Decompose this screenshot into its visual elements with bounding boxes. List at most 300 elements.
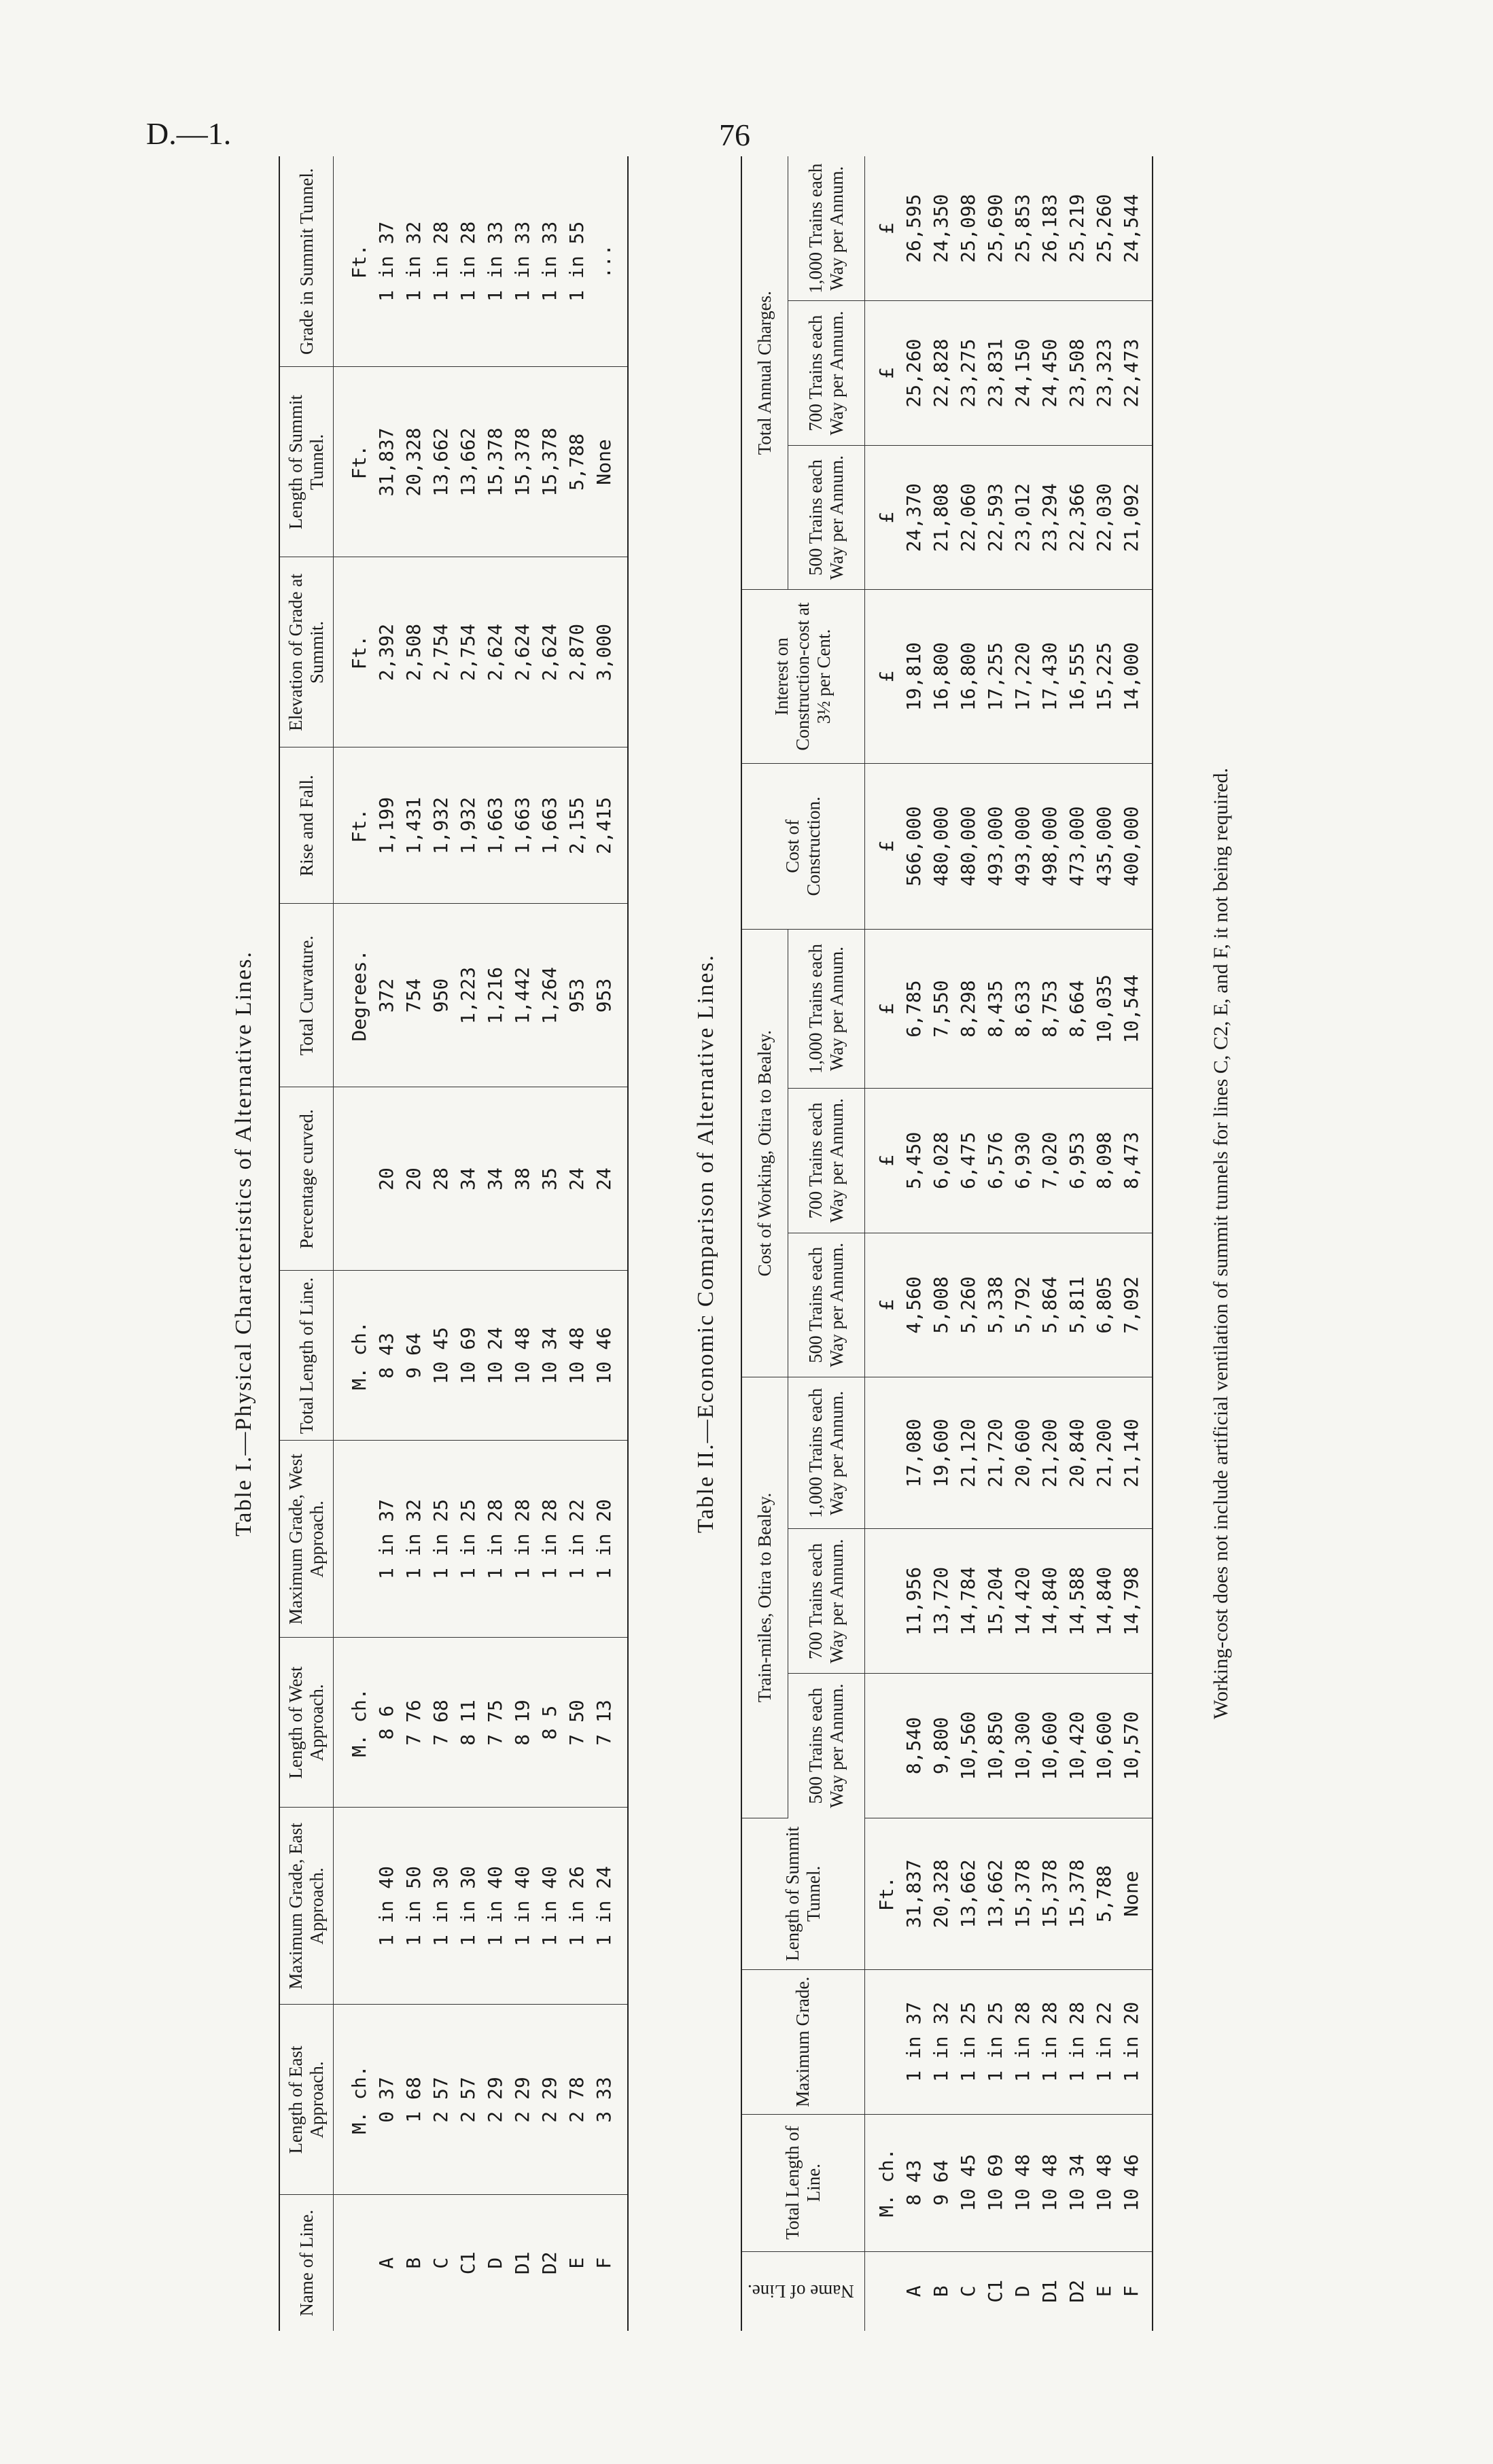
- table2-cell-b-value: 16,800: [929, 641, 952, 711]
- t2-col-wc-700: [864, 1089, 1153, 1233]
- t2-col-construction: [864, 763, 1153, 930]
- table1-cell-d1-value: 1 in 28: [511, 1499, 534, 1580]
- table2-cell-b-value: 7,550: [929, 980, 952, 1038]
- table2-cell-e-value: 21,200: [1092, 1418, 1115, 1488]
- table1-cell-e-value: 7 50: [565, 1700, 589, 1746]
- unit-spacer: [873, 1680, 900, 1811]
- table2-cell-f-value: 14,798: [1119, 1566, 1142, 1636]
- t2-h-wc-500: 500 Trains each Way per Annum.: [788, 1233, 864, 1377]
- table2-cell-d-value: 5,792: [1011, 1276, 1034, 1334]
- table2-cell-d2-value: 10 34: [1065, 2153, 1088, 2212]
- unit-spacer: [873, 1977, 900, 2107]
- t1-h-percent: Percentage curved.: [279, 1087, 334, 1271]
- table1-cell-b-value: B: [402, 2257, 425, 2269]
- table2-cell-d2-value: 15,378: [1065, 1859, 1088, 1929]
- t2-h-tm-700: 700 Trains each Way per Annum.: [788, 1529, 864, 1674]
- table1: [279, 156, 629, 2331]
- unit-label: Ft.: [348, 635, 371, 670]
- table2-cell-d1-value: 1 in 28: [1038, 2001, 1061, 2082]
- t1-col-curvature: [334, 904, 629, 1087]
- table2-cell-f-value: 22,473: [1119, 338, 1142, 408]
- table1-cell-d2-value: 1 in 40: [538, 1866, 561, 1947]
- table2-cell-c1-value: 22,593: [983, 483, 1006, 552]
- table2-cell-c1-value: 6,576: [983, 1131, 1006, 1189]
- table1-cell-e-value: 5,788: [565, 433, 589, 491]
- table2-cell-d2-value: 10,420: [1065, 1711, 1088, 1780]
- table2-cell-d1-value: 23,294: [1038, 483, 1061, 552]
- table2-cell-d2-value: 5,811: [1065, 1276, 1088, 1334]
- table1-cell-c-value: 13,662: [429, 427, 453, 497]
- table2-cell-f-value: 14,000: [1119, 641, 1142, 711]
- table2-cell-d1-value: 7,020: [1038, 1131, 1061, 1189]
- table2-cell-b-value: 24,350: [929, 194, 952, 263]
- table2-cell-d-value: 25,853: [1011, 194, 1034, 263]
- table1-cell-a-value: 20: [375, 1167, 398, 1191]
- table1-cell-d-value: D: [484, 2257, 507, 2269]
- table2-cell-c-value: 25,098: [956, 194, 979, 263]
- unit-label: Ft.: [348, 244, 371, 279]
- table2-cell-d1-value: 15,378: [1038, 1859, 1061, 1929]
- table1-cell-e-value: 24: [565, 1167, 589, 1191]
- table2-cell-c1-value: 23,831: [983, 338, 1006, 408]
- t1-col-name: [334, 2195, 629, 2331]
- t2-h-working-cost: Cost of Working, Otira to Bealey.: [741, 930, 788, 1377]
- table1-cell-d2-value: 15,378: [538, 427, 561, 497]
- table2-cell-d2-value: 1 in 28: [1065, 2001, 1088, 2082]
- unit-label: £: [875, 512, 898, 524]
- table2-cell-d2-value: 6,953: [1065, 1131, 1088, 1189]
- table1-cell-e-value: 2,155: [565, 796, 589, 855]
- table1-cell-a-value: 0 37: [375, 2077, 398, 2123]
- table1-cell-a-value: 8 6: [375, 1705, 398, 1740]
- t2-h-max-grade: Maximum Grade.: [741, 1969, 864, 2114]
- unit-spacer: [346, 1448, 373, 1631]
- table1-cell-b-value: 9 64: [402, 1333, 425, 1379]
- table2-cell-f-value: 8,473: [1119, 1131, 1142, 1189]
- table2-cell-b-value: 19,600: [929, 1418, 952, 1488]
- table2-cell-a-value: A: [902, 2285, 925, 2298]
- table2-cell-d-value: 17,220: [1011, 641, 1034, 711]
- table2-cell-d-value: 15,378: [1011, 1859, 1034, 1929]
- table1-cell-d1-value: 1 in 40: [511, 1866, 534, 1947]
- table1-cell-d1-value: 15,378: [511, 427, 534, 497]
- table2-cell-d1-value: 498,000: [1038, 806, 1061, 887]
- table1-cell-d1-value: 1,442: [511, 966, 534, 1025]
- unit-label: M. ch.: [348, 1321, 371, 1390]
- table2-cell-c1-value: C1: [983, 2279, 1006, 2303]
- table2-cell-b-value: 5,008: [929, 1276, 952, 1334]
- t2-h-construction: Cost of Construction.: [741, 763, 864, 930]
- table1-cell-b-value: 2,508: [402, 623, 425, 682]
- table1-cell-a-value: 1 in 40: [375, 1866, 398, 1947]
- table2-cell-c-value: 1 in 25: [956, 2001, 979, 2082]
- unit-label: Degrees.: [348, 949, 371, 1042]
- table2-cell-d-value: 23,012: [1011, 483, 1034, 552]
- table2-cell-a-value: 25,260: [902, 338, 925, 408]
- table1-cell-d-value: 7 75: [484, 1700, 507, 1746]
- table2-cell-d1-value: 17,430: [1038, 641, 1061, 711]
- table1-cell-b-value: 754: [402, 978, 425, 1013]
- t1-h-east-grade: Maximum Grade, East Approach.: [279, 1808, 334, 2005]
- table1-cell-d-value: 2 29: [484, 2077, 507, 2123]
- table1-cell-d-value: 15,378: [484, 427, 507, 497]
- t1-h-west-len: Length of West Approach.: [279, 1638, 334, 1808]
- t1-h-tunnel-len: Length of Summit Tunnel.: [279, 367, 334, 557]
- t2-col-wc-1000: [864, 930, 1153, 1089]
- t1-h-elevation: Elevation of Grade at Summit.: [279, 557, 334, 747]
- table2: [741, 156, 1153, 2331]
- table2-cell-b-value: 9,800: [929, 1717, 952, 1775]
- unit-spacer: [873, 1536, 900, 1667]
- t2-h-ac-500: 500 Trains each Way per Annum.: [788, 445, 864, 590]
- table1-cell-d2-value: D2: [538, 2251, 561, 2275]
- table1-cell-a-value: 2,392: [375, 623, 398, 682]
- t1-h-curvature: Total Curvature.: [279, 904, 334, 1087]
- table2-cell-e-value: 10,035: [1092, 974, 1115, 1044]
- t2-h-wc-700: 700 Trains each Way per Annum.: [788, 1089, 864, 1233]
- table1-cell-b-value: 1 68: [402, 2077, 425, 2123]
- table1-cell-d1-value: 8 19: [511, 1700, 534, 1746]
- table1-cell-e-value: 2,870: [565, 623, 589, 682]
- table1-cell-e-value: 2 78: [565, 2077, 589, 2123]
- t2-h-total-len: Total Length of Line.: [741, 2114, 864, 2251]
- t1-col-total-len: [334, 1271, 629, 1441]
- table1-cell-b-value: 1 in 32: [402, 221, 425, 302]
- table1-cell-f-value: 2,415: [593, 796, 616, 855]
- table1-cell-b-value: 1 in 32: [402, 1499, 425, 1580]
- table2-cell-d1-value: 10 48: [1038, 2153, 1061, 2212]
- table1-cell-d1-value: 2,624: [511, 623, 534, 682]
- table1-cell-f-value: 7 13: [593, 1700, 616, 1746]
- table2-cell-d-value: 10 48: [1011, 2153, 1034, 2212]
- table1-cell-c-value: 28: [429, 1167, 453, 1191]
- table2-cell-d-value: 8,633: [1011, 980, 1034, 1038]
- table1-cell-f-value: 3,000: [593, 623, 616, 682]
- table1-cell-b-value: 20: [402, 1167, 425, 1191]
- table2-cell-c1-value: 10 69: [983, 2153, 1006, 2212]
- table2-cell-a-value: 31,837: [902, 1859, 925, 1929]
- table1-cell-d2-value: 1,663: [538, 796, 561, 855]
- t2-col-name: [864, 2251, 1153, 2331]
- unit-spacer: [346, 1095, 373, 1264]
- table1-cell-d-value: 1,216: [484, 966, 507, 1025]
- page-number: 76: [719, 118, 750, 152]
- t2-h-train-miles: Train-miles, Otira to Bealey.: [741, 1377, 788, 1818]
- table1-cell-f-value: ...: [593, 244, 616, 279]
- unit-label: M. ch.: [348, 1688, 371, 1757]
- unit-spacer: [346, 2202, 373, 2325]
- table2-cell-a-value: 17,080: [902, 1418, 925, 1488]
- t2-h-ac-700: 700 Trains each Way per Annum.: [788, 301, 864, 446]
- table2-cell-b-value: 20,328: [929, 1859, 952, 1929]
- table2-cell-a-value: 24,370: [902, 483, 925, 552]
- table2-cell-b-value: 22,828: [929, 338, 952, 408]
- table1-cell-c1-value: 1,223: [457, 966, 480, 1025]
- t2-col-tm-1000: [864, 1377, 1153, 1529]
- table2-cell-c-value: 16,800: [956, 641, 979, 711]
- table2-cell-d-value: 24,150: [1011, 338, 1034, 408]
- table2-cell-d2-value: 14,588: [1065, 1566, 1088, 1636]
- table1-cell-d-value: 10 24: [484, 1326, 507, 1385]
- table2-cell-c1-value: 21,720: [983, 1418, 1006, 1488]
- table2-cell-c1-value: 10,850: [983, 1711, 1006, 1780]
- unit-label: £: [875, 367, 898, 379]
- table1-cell-c1-value: 13,662: [457, 427, 480, 497]
- table2-cell-c-value: 21,120: [956, 1418, 979, 1488]
- table1-cell-d1-value: D1: [511, 2251, 534, 2275]
- table1-cell-a-value: 1 in 37: [375, 1499, 398, 1580]
- t2-h-wc-1000: 1,000 Trains each Way per Annum.: [788, 930, 864, 1089]
- t2-col-tm-700: [864, 1529, 1153, 1674]
- table1-cell-e-value: 10 48: [565, 1326, 589, 1385]
- table2-cell-a-value: 8,540: [902, 1717, 925, 1775]
- t2-col-max-grade: [864, 1969, 1153, 2114]
- table1-cell-d-value: 34: [484, 1167, 507, 1191]
- table2-cell-c-value: 14,784: [956, 1566, 979, 1636]
- table2-cell-d1-value: 10,600: [1038, 1711, 1061, 1780]
- table2-cell-a-value: 19,810: [902, 641, 925, 711]
- t1-h-rise-fall: Rise and Fall.: [279, 747, 334, 904]
- table2-cell-c-value: 5,260: [956, 1276, 979, 1334]
- t1-col-west-grade: [334, 1441, 629, 1638]
- table1-cell-a-value: 31,837: [375, 427, 398, 497]
- table1-cell-f-value: 10 46: [593, 1326, 616, 1385]
- table1-cell-a-value: A: [375, 2257, 398, 2269]
- table2-cell-f-value: None: [1119, 1871, 1142, 1917]
- t1-col-east-len: [334, 2005, 629, 2195]
- table2-cell-b-value: 1 in 32: [929, 2001, 952, 2082]
- table1-cell-d-value: 2,624: [484, 623, 507, 682]
- table1-cell-c-value: 2,754: [429, 623, 453, 682]
- t2-col-ac-700: [864, 301, 1153, 446]
- table1-cell-f-value: 1 in 24: [593, 1866, 616, 1947]
- table2-cell-e-value: 435,000: [1092, 806, 1115, 887]
- table2-cell-d-value: 1 in 28: [1011, 2001, 1034, 2082]
- table2-cell-e-value: 10,600: [1092, 1711, 1115, 1780]
- table2-cell-c1-value: 493,000: [983, 806, 1006, 887]
- unit-label: Ft.: [348, 444, 371, 480]
- table1-cell-c1-value: 2 57: [457, 2077, 480, 2123]
- table1-cell-d1-value: 1 in 33: [511, 221, 534, 302]
- table2-cell-e-value: 8,098: [1092, 1131, 1115, 1189]
- unit-spacer: [346, 1815, 373, 1998]
- table2-cell-c-value: 8,298: [956, 980, 979, 1038]
- table1-cell-d2-value: 1 in 28: [538, 1499, 561, 1580]
- table2-cell-d2-value: 8,664: [1065, 980, 1088, 1038]
- table2-cell-c-value: 10 45: [956, 2153, 979, 2212]
- table2-body: [864, 156, 1153, 2331]
- table1-cell-d2-value: 8 5: [538, 1705, 561, 1740]
- table2-group-row: [741, 156, 788, 2331]
- table1-cell-f-value: F: [593, 2257, 616, 2269]
- table1-cell-b-value: 7 76: [402, 1700, 425, 1746]
- table2-cell-d1-value: 24,450: [1038, 338, 1061, 408]
- unit-label: £: [875, 840, 898, 852]
- table2-cell-f-value: 7,092: [1119, 1276, 1142, 1334]
- table2-cell-a-value: 8 43: [902, 2160, 925, 2206]
- table1-cell-c-value: 7 68: [429, 1700, 453, 1746]
- t1-col-elevation: [334, 557, 629, 747]
- table2-cell-d1-value: 14,840: [1038, 1566, 1061, 1636]
- table2-cell-c-value: C: [956, 2285, 979, 2298]
- table2-title: Table II.—Economic Comparison of Alternative Lines.: [693, 953, 718, 1534]
- table2-cell-d-value: 14,420: [1011, 1566, 1034, 1636]
- table1-cell-c-value: 10 45: [429, 1326, 453, 1385]
- t2-h-name: [741, 2251, 864, 2331]
- table2-cell-b-value: 13,720: [929, 1566, 952, 1636]
- table1-cell-d2-value: 2 29: [538, 2077, 561, 2123]
- table2-cell-f-value: 400,000: [1119, 806, 1142, 887]
- table2-footnote: Working-cost does not include artificial ventilation of summit tunnels for lines C, C2, E, and F, it not being required.: [1210, 768, 1232, 1719]
- table2-cell-a-value: 11,956: [902, 1566, 925, 1636]
- table2-cell-d2-value: 20,840: [1065, 1418, 1088, 1488]
- unit-label: £: [875, 1299, 898, 1311]
- table2-cell-d-value: 493,000: [1011, 806, 1034, 887]
- unit-label: Ft.: [875, 1876, 898, 1912]
- table1-cell-d2-value: 1,264: [538, 966, 561, 1025]
- t2-h-name-text: Name of Line.: [748, 2281, 854, 2302]
- t2-h-ac-1000: 1,000 Trains each Way per Annum.: [788, 156, 864, 301]
- table2-cell-d-value: 6,930: [1011, 1131, 1034, 1189]
- table1-cell-c-value: 2 57: [429, 2077, 453, 2123]
- table2-cell-f-value: F: [1119, 2285, 1142, 2298]
- t1-col-percent: [334, 1087, 629, 1271]
- table2-cell-b-value: 9 64: [929, 2160, 952, 2206]
- table2-cell-e-value: 10 48: [1092, 2153, 1115, 2212]
- table2-cell-e-value: 14,840: [1092, 1566, 1115, 1636]
- rotated-tables: [204, 156, 1257, 2331]
- table2-cell-c1-value: 5,338: [983, 1276, 1006, 1334]
- table1-cell-d2-value: 2,624: [538, 623, 561, 682]
- t2-col-ac-1000: [864, 156, 1153, 301]
- table2-cell-d-value: 10,300: [1011, 1711, 1034, 1780]
- t1-col-rise-fall: [334, 747, 629, 904]
- table1-cell-a-value: 8 43: [375, 1333, 398, 1379]
- table2-cell-a-value: 1 in 37: [902, 2001, 925, 2082]
- table1-cell-b-value: 1 in 50: [402, 1866, 425, 1947]
- table1-cell-c1-value: 1 in 30: [457, 1866, 480, 1947]
- table1-cell-e-value: E: [565, 2257, 589, 2269]
- t1-h-total-len: Total Length of Line.: [279, 1271, 334, 1441]
- table1-cell-c-value: 1 in 28: [429, 221, 453, 302]
- table1-cell-e-value: 1 in 22: [565, 1499, 589, 1580]
- unit-label: £: [875, 1003, 898, 1015]
- table1-cell-e-value: 1 in 55: [565, 221, 589, 302]
- table1-cell-f-value: None: [593, 439, 616, 485]
- table2-cell-c1-value: 13,662: [983, 1859, 1006, 1929]
- table1-cell-d1-value: 38: [511, 1167, 534, 1191]
- table1-cell-e-value: 953: [565, 978, 589, 1013]
- table1-cell-d2-value: 10 34: [538, 1326, 561, 1385]
- t1-h-east-len: Length of East Approach.: [279, 2005, 334, 2195]
- t2-col-wc-500: [864, 1233, 1153, 1377]
- t2-col-total-len: [864, 2114, 1153, 2251]
- table1-cell-a-value: 1,199: [375, 796, 398, 855]
- table1-cell-c-value: C: [429, 2257, 453, 2269]
- table2-cell-b-value: B: [929, 2285, 952, 2298]
- table2-cell-a-value: 4,560: [902, 1276, 925, 1334]
- table1-cell-c1-value: 34: [457, 1167, 480, 1191]
- table1-cell-d-value: 1,663: [484, 796, 507, 855]
- table2-cell-c1-value: 17,255: [983, 641, 1006, 711]
- table1-cell-d2-value: 1 in 33: [538, 221, 561, 302]
- table2-cell-d-value: 20,600: [1011, 1418, 1034, 1488]
- table2-cell-d1-value: 26,183: [1038, 194, 1061, 263]
- unit-spacer: [873, 1384, 900, 1521]
- table2-cell-d2-value: 22,366: [1065, 483, 1088, 552]
- t1-col-west-len: [334, 1638, 629, 1808]
- unit-label: £: [875, 671, 898, 682]
- table1-cell-c-value: 1 in 30: [429, 1866, 453, 1947]
- unit-label: M. ch.: [348, 2065, 371, 2134]
- table1-cell-c-value: 1,932: [429, 796, 453, 855]
- table2-cell-a-value: 26,595: [902, 194, 925, 263]
- unit-spacer: [873, 2259, 900, 2324]
- table2-cell-d1-value: 5,864: [1038, 1276, 1061, 1334]
- table1-cell-d-value: 1 in 28: [484, 1499, 507, 1580]
- table2-cell-b-value: 21,808: [929, 483, 952, 552]
- t2-col-tm-500: [864, 1674, 1153, 1818]
- table1-cell-b-value: 20,328: [402, 427, 425, 497]
- table2-cell-d2-value: 25,219: [1065, 194, 1088, 263]
- table1-header-row: [279, 156, 334, 2331]
- t1-col-tunnel-grade: [334, 156, 629, 367]
- table2-cell-d1-value: 8,753: [1038, 980, 1061, 1038]
- table1-cell-b-value: 1,431: [402, 796, 425, 855]
- table2-cell-c-value: 10,560: [956, 1711, 979, 1780]
- table2-cell-d2-value: 473,000: [1065, 806, 1088, 887]
- table2-cell-a-value: 5,450: [902, 1131, 925, 1189]
- table2-cell-e-value: 25,260: [1092, 194, 1115, 263]
- t2-h-tm-500: 500 Trains each Way per Annum.: [788, 1674, 864, 1818]
- document-code: D.—1.: [146, 116, 232, 151]
- table2-cell-d1-value: D1: [1038, 2279, 1061, 2303]
- table2-cell-c1-value: 25,690: [983, 194, 1006, 263]
- table2-cell-c1-value: 1 in 25: [983, 2001, 1006, 2082]
- t2-h-interest: Interest on Construction-cost at 3½ per Cent.: [741, 590, 864, 763]
- t1-col-east-grade: [334, 1808, 629, 2005]
- table2-cell-c1-value: 8,435: [983, 980, 1006, 1038]
- unit-label: M. ch.: [875, 2148, 898, 2217]
- unit-label: £: [875, 1155, 898, 1167]
- table1-cell-d-value: 1 in 33: [484, 221, 507, 302]
- table1-cell-c1-value: 2,754: [457, 623, 480, 682]
- table2-cell-d1-value: 21,200: [1038, 1418, 1061, 1488]
- table1-cell-c1-value: 8 11: [457, 1700, 480, 1746]
- t1-h-name: Name of Line.: [279, 2195, 334, 2331]
- table1-cell-a-value: 372: [375, 978, 398, 1013]
- table1-cell-c1-value: 1 in 28: [457, 221, 480, 302]
- table2-cell-e-value: 5,788: [1092, 1865, 1115, 1922]
- table1-cell-d2-value: 35: [538, 1167, 561, 1191]
- table1-cell-c1-value: 1,932: [457, 796, 480, 855]
- t2-col-tunnel: [864, 1818, 1153, 1969]
- table2-cell-a-value: 566,000: [902, 806, 925, 887]
- table2-cell-e-value: 1 in 22: [1092, 2001, 1115, 2082]
- table2-cell-e-value: 15,225: [1092, 641, 1115, 711]
- table2-cell-b-value: 6,028: [929, 1131, 952, 1189]
- table2-cell-d2-value: 16,555: [1065, 641, 1088, 711]
- table2-cell-f-value: 1 in 20: [1119, 2001, 1142, 2082]
- table2-cell-c-value: 13,662: [956, 1859, 979, 1929]
- t2-h-tm-1000: 1,000 Trains each Way per Annum.: [788, 1377, 864, 1529]
- table2-cell-d2-value: D2: [1065, 2279, 1088, 2303]
- table1-cell-f-value: 1 in 20: [593, 1499, 616, 1580]
- table1-cell-f-value: 24: [593, 1167, 616, 1191]
- table2-cell-c-value: 480,000: [956, 806, 979, 887]
- table1-cell-f-value: 3 33: [593, 2077, 616, 2123]
- table2-cell-c-value: 6,475: [956, 1131, 979, 1189]
